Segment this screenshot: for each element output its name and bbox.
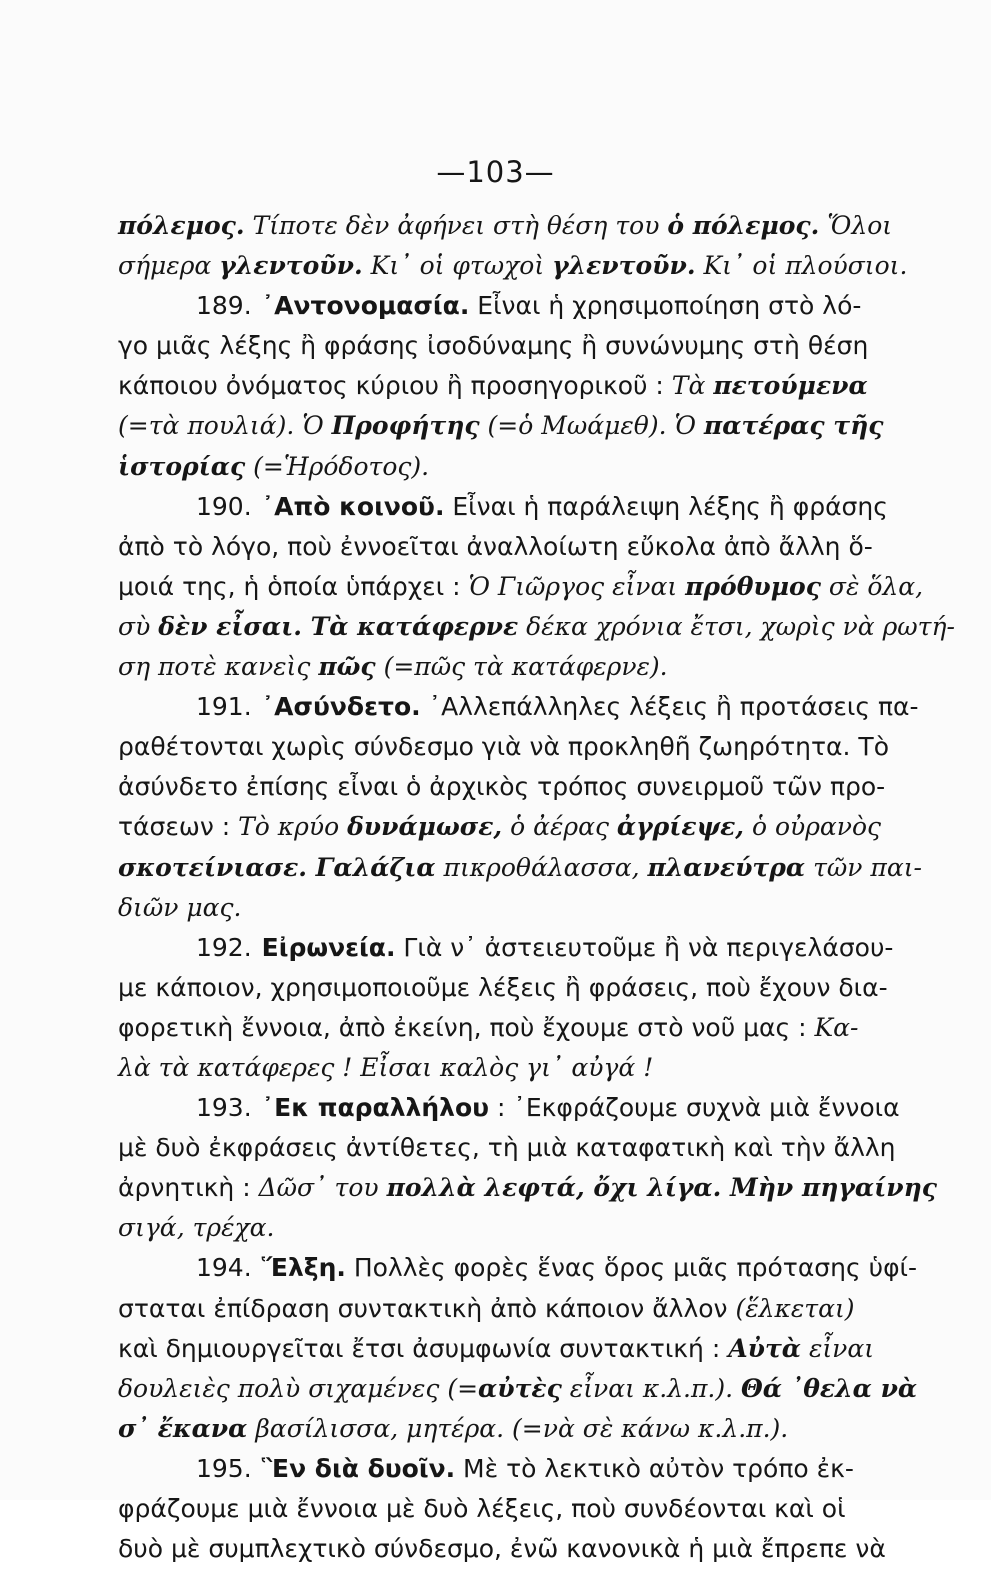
example-text: (=τὰ πουλιά). Ὁ	[118, 411, 332, 441]
text-line	[118, 1248, 918, 1288]
text-line	[118, 406, 884, 446]
example-text: σὺ	[118, 611, 159, 641]
text-line	[118, 1489, 878, 1529]
text-run: : ᾿Εκφράζουμε συχνὰ μιὰ ἔννοια	[489, 1093, 900, 1123]
example-emphasis: πλανεύτρα	[647, 852, 806, 882]
example-text: Τὸ κρύο	[238, 812, 348, 842]
example-text: Ὁ Γιῶργος εἶναι	[468, 571, 686, 601]
example-emphasis: δυνάμωσε,	[347, 812, 503, 842]
text-run: ᾿Αλλεπάλληλες λέξεις ἢ προτάσεις πα-	[420, 692, 919, 722]
text-line	[118, 567, 924, 607]
text-line	[118, 687, 919, 727]
entry-number: 192.	[196, 932, 252, 962]
text-run: καὶ δημιουργεῖται ἔτσι ἀσυμφωνία συντακτική :	[118, 1333, 729, 1363]
example-emphasis: ἀγρίεψε,	[616, 812, 745, 842]
example-emphasis: πολλὰ λεφτά, ὄχι λίγα. Μὴν πηγαίνης	[386, 1173, 938, 1203]
example-text: Τὰ	[671, 371, 714, 401]
entry-heading: Ἓν διὰ δυοῖν.	[261, 1453, 456, 1483]
example-text: τῶν παι-	[805, 852, 922, 882]
example-text: σήμερα	[118, 251, 220, 281]
text-line	[118, 888, 878, 928]
text-run: μοιά της, ἡ ὁποία ὑπάρχει :	[118, 571, 469, 601]
text-run: φορετικὴ ἔννοια, ἀπὸ ἐκείνη, ποὺ ἔχουμε στὸ νοῦ μας :	[118, 1012, 815, 1042]
text-line	[118, 366, 878, 406]
text-line	[118, 286, 878, 326]
text-line	[118, 1529, 886, 1569]
text-run: ραθέτονται χωρὶς σύνδεσμο γιὰ νὰ προκληθῆ ζωηρότητα. Τὸ	[118, 732, 889, 762]
text-line	[118, 1409, 878, 1449]
example-emphasis: Προφήτης	[331, 411, 480, 441]
entry-number: 189.	[196, 291, 252, 321]
page-number: —103—	[436, 155, 555, 189]
example-text: Κι᾽ οἱ φτωχοὶ	[362, 251, 553, 281]
text-line	[118, 447, 878, 487]
example-emphasis: πῶς	[318, 652, 376, 682]
text-line	[118, 1208, 878, 1248]
example-text: (=πῶς τὰ κατάφερνε).	[375, 652, 668, 682]
example-emphasis: δὲν εἶσαι. Τὰ κατάφερνε	[158, 611, 519, 641]
entry-heading: Εἰρωνεία.	[261, 932, 396, 962]
text-line	[118, 727, 889, 767]
text-line	[118, 487, 888, 527]
example-text: ὁ ἀέρας	[502, 812, 617, 842]
example-text: λὰ τὰ κατάφερες ! Εἶσαι καλὸς γι᾽ αὐγά !	[118, 1052, 654, 1082]
text-line	[118, 928, 894, 968]
example-emphasis: πετούμενα	[713, 371, 868, 401]
example-text: Ὅλοι	[819, 211, 893, 240]
text-line	[118, 1128, 896, 1168]
example-text: Κι᾽ οἱ πλούσιοι.	[695, 251, 908, 281]
example-text: δέκα χρόνια ἔτσι, χωρὶς νὰ ρωτή-	[518, 611, 955, 641]
example-text: εἶναι κ.λ.π.).	[561, 1373, 742, 1403]
example-text: ση ποτὲ κανεὶς	[118, 652, 319, 682]
example-emphasis: σκοτείνιασε. Γαλάζια	[118, 852, 436, 882]
text-run: Εἶναι ἡ χρησιμοποίηση στὸ λό-	[469, 291, 862, 321]
example-emphasis: Αὐτὰ	[728, 1333, 802, 1363]
entry-number: 193.	[196, 1093, 252, 1123]
entry-heading: ᾿Ασύνδετο.	[261, 692, 421, 722]
example-text: Κα-	[814, 1012, 859, 1042]
text-run: Μὲ τὸ λεκτικὸ αὐτὸν τρόπο ἐκ-	[455, 1453, 854, 1483]
text-line	[118, 206, 893, 246]
entry-heading: ᾿Εκ παραλλήλου	[261, 1093, 490, 1123]
text-run: ἀπὸ τὸ λόγο, ποὺ ἐννοεῖται ἀναλλοίωτη εὔκολα ἀπὸ ἄλλη ὅ-	[118, 531, 873, 561]
text-run: φράζουμε μιὰ ἔννοια μὲ δυὸ λέξεις, ποὺ συνδέονται καὶ οἱ	[118, 1494, 846, 1523]
example-emphasis: γλεντοῦν.	[552, 251, 696, 281]
text-run: Γιὰ ν᾽ ἀστειευτοῦμε ἢ νὰ περιγελάσου-	[395, 932, 894, 962]
example-emphasis: αὐτὲς	[478, 1373, 562, 1403]
text-run: τάσεων :	[118, 812, 239, 842]
text-line	[118, 1168, 938, 1208]
text-run: σταται ἐπίδραση συντακτικὴ ἀπὸ κάποιον ἄλλον	[118, 1293, 736, 1323]
text-line	[118, 1369, 918, 1409]
text-line	[118, 1329, 878, 1369]
example-emphasis: ἱστορίας	[118, 451, 246, 481]
text-run: μὲ δυὸ ἐκφράσεις ἀντίθετες, τὴ μιὰ καταφατικὴ καὶ τὴν ἄλλη	[118, 1133, 896, 1163]
text-run: γο μιᾶς λέξης ἢ φράσης ἰσοδύναμης ἢ συνώνυμης στὴ θέση	[118, 331, 869, 361]
text-line	[118, 607, 955, 647]
text-line	[118, 807, 882, 847]
example-text: Τίποτε δὲν ἀφήνει στὴ θέση του	[244, 211, 668, 240]
example-emphasis: ὁ πόλεμος.	[667, 211, 820, 240]
example-text: Δῶσ᾽ του	[258, 1173, 387, 1203]
text-run: Πολλὲς φορὲς ἕνας ὅρος μιᾶς πρότασης ὑφί-	[345, 1253, 918, 1283]
example-text: δουλειὲς πολὺ σιχαμένες (=	[118, 1373, 479, 1403]
text-line	[118, 1088, 900, 1128]
example-emphasis: γλεντοῦν.	[219, 251, 363, 281]
text-line	[118, 1289, 878, 1329]
example-text: ὁ οὐρανὸς	[744, 812, 882, 842]
example-text: διῶν μας.	[118, 892, 242, 922]
example-emphasis: σ᾽ ἔκανα	[118, 1413, 248, 1443]
entry-number: 195.	[196, 1453, 252, 1483]
text-line	[118, 1048, 878, 1088]
example-text: (ἕλκεται)	[735, 1293, 855, 1323]
example-text: σιγά, τρέχα.	[118, 1213, 275, 1243]
example-emphasis: πατέρας τῆς	[703, 411, 884, 441]
text-line	[118, 1449, 878, 1489]
text-line	[118, 246, 908, 286]
text-run: κάποιου ὀνόματος κύριου ἢ προσηγορικοῦ :	[118, 371, 672, 401]
text-line	[118, 848, 922, 888]
example-emphasis: πρόθυμος	[685, 571, 821, 601]
body-text	[118, 206, 955, 1569]
entry-heading: ᾿Αντονομασία.	[261, 291, 470, 321]
text-run: Εἶναι ἡ παράλειψη λέξης ἢ φράσης	[444, 491, 888, 521]
entry-number: 194.	[196, 1253, 252, 1283]
example-text: πικροθάλασσα,	[435, 852, 648, 882]
text-line	[118, 527, 878, 567]
example-text: βασίλισσα, μητέρα. (=νὰ σὲ κάνω κ.λ.π.).	[247, 1413, 789, 1443]
example-text: (=Ἡρόδοτος).	[245, 451, 430, 481]
entry-heading: ᾿Απὸ κοινοῦ.	[261, 491, 445, 521]
text-line	[118, 968, 888, 1008]
entry-number: 190.	[196, 491, 252, 521]
example-text: (=ὁ Μωάμεθ). Ὁ	[479, 411, 704, 441]
text-run: με κάποιον, χρησιμοποιοῦμε λέξεις ἢ φράσεις, ποὺ ἔχουν δια-	[118, 972, 888, 1002]
text-line	[118, 1008, 878, 1048]
entry-number: 191.	[196, 692, 252, 722]
entry-heading: Ἕλξη.	[261, 1253, 346, 1283]
example-text: σὲ ὅλα,	[820, 571, 924, 601]
example-emphasis: πόλεμος.	[118, 211, 245, 240]
text-line	[118, 767, 886, 807]
text-line	[118, 326, 878, 366]
text-run: ἀσύνδετο ἐπίσης εἶναι ὁ ἀρχικὸς τρόπος συνειρμοῦ τῶν προ-	[118, 772, 886, 802]
example-text: εἶναι	[801, 1333, 875, 1363]
example-emphasis: Θά ᾽θελα νὰ	[741, 1373, 918, 1403]
text-run: ἀρνητικὴ :	[118, 1173, 259, 1203]
text-line	[118, 647, 878, 687]
text-run: δυὸ μὲ συμπλεχτικὸ σύνδεσμο, ἐνῶ κανονικὰ ἡ μιὰ ἔπρεπε νὰ	[118, 1534, 886, 1564]
